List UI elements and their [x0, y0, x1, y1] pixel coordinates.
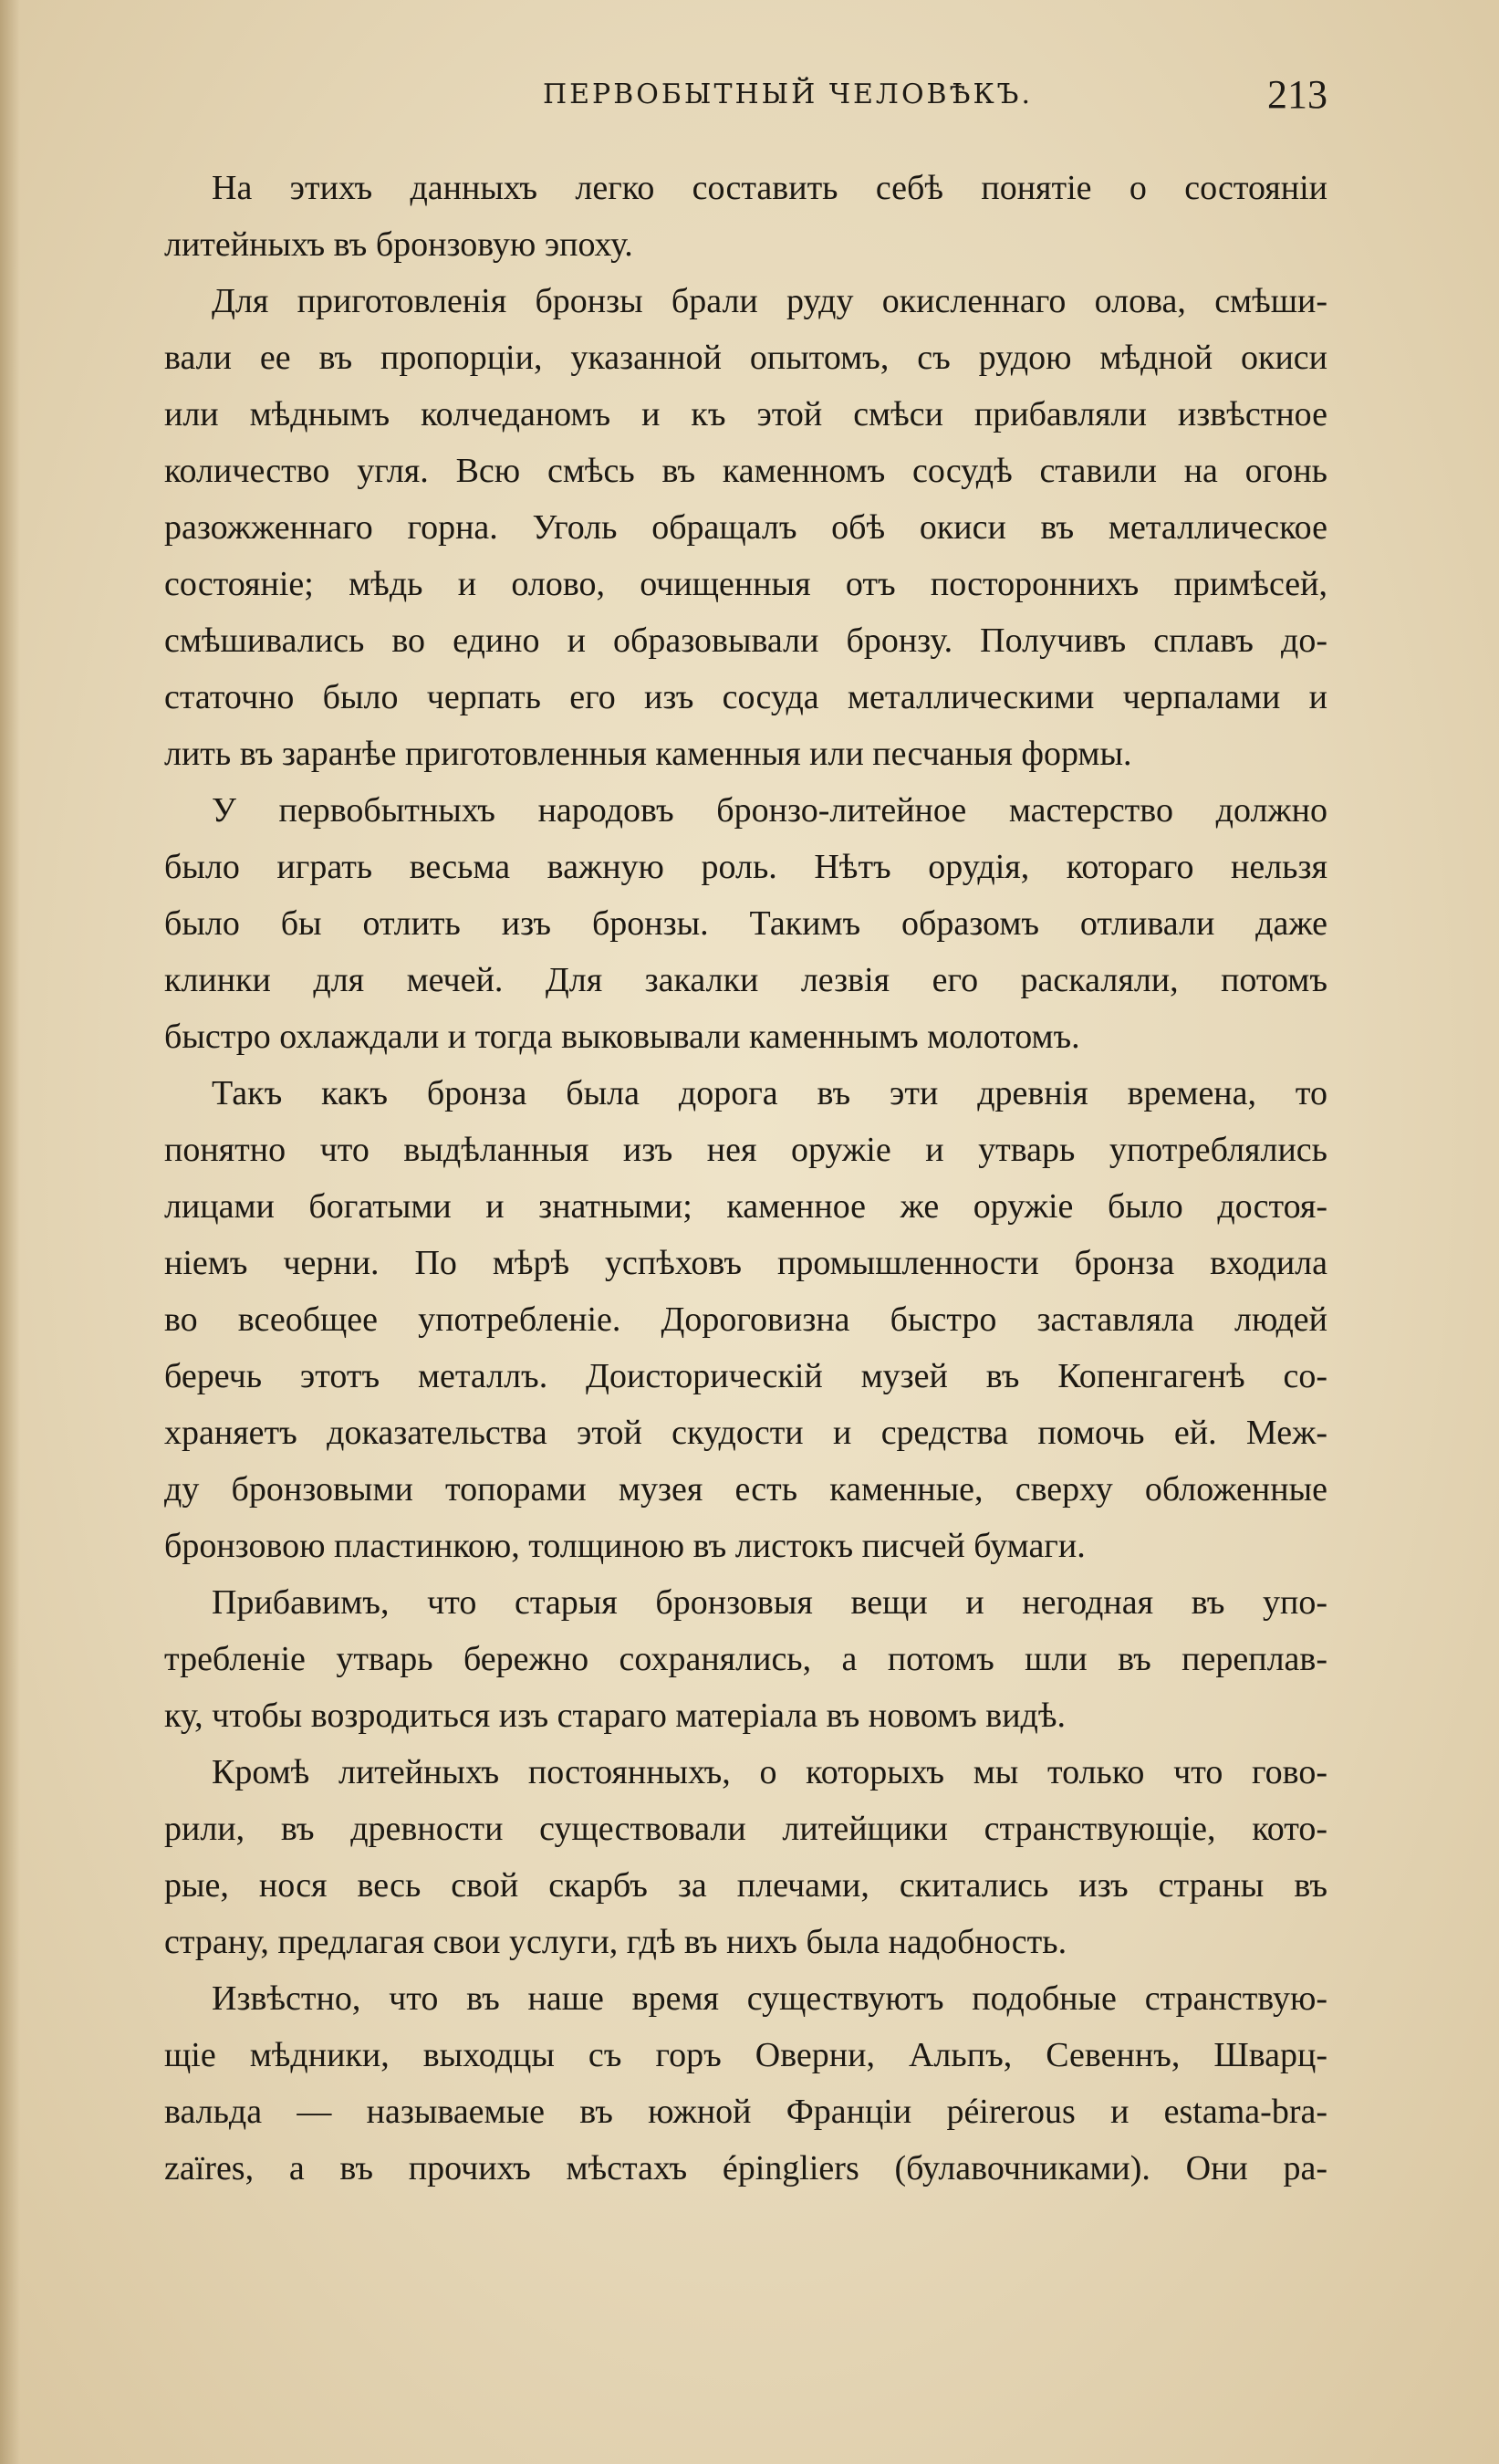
paragraph	[164, 1744, 1327, 1970]
text-line: рили, въ древности существовали литейщики странствующіе, кото-	[164, 1810, 1327, 1848]
text-line: во всеобщее употребленіе. Дороговизна быстро заставляла людей	[164, 1300, 1327, 1339]
paragraph	[164, 782, 1327, 1065]
text-line: вали ее въ пропорціи, указанной опытомъ, съ рудою мѣдной окиси	[164, 339, 1327, 377]
text-line: рые, нося весь свой скарбъ за плечами, скитались изъ страны въ	[164, 1866, 1327, 1905]
text-line: Прибавимъ, что старыя бронзовыя вещи и негодная въ упо-	[212, 1583, 1327, 1622]
text-line: разожженнаго горна. Уголь обращалъ обѣ окиси въ металлическое	[164, 508, 1327, 547]
text-line: статочно было черпать его изъ сосуда металлическими черпалами и	[164, 678, 1327, 716]
running-title: ПЕРВОБЫТНЫЙ ЧЕЛОВѢКЪ.	[543, 78, 1034, 110]
text-line: понятно что выдѣланныя изъ нея оружіе и утварь употреблялись	[164, 1131, 1327, 1169]
paragraph	[164, 1065, 1327, 1574]
paragraph	[164, 1574, 1327, 1744]
text-line: Извѣстно, что въ наше время существуютъ подобные странствую-	[212, 1979, 1327, 2018]
text-line: лицами богатыми и знатными; каменное же оружіе было достоя-	[164, 1187, 1327, 1226]
text-line: щіе мѣдники, выходцы съ горъ Оверни, Альпъ, Севеннъ, Шварц-	[164, 2036, 1327, 2074]
text-line: ку, чтобы возродиться изъ стараго матеріала въ новомъ видѣ.	[164, 1697, 1067, 1735]
body-text	[164, 160, 1327, 2197]
text-line: состояніе; мѣдь и олово, очищенныя отъ постороннихъ примѣсей,	[164, 565, 1327, 603]
text-line: У первобытныхъ народовъ бронзо-литейное мастерство должно	[212, 791, 1327, 830]
text-line: было играть весьма важную роль. Нѣтъ орудія, котораго нельзя	[164, 848, 1327, 886]
text-line: храняетъ доказательства этой скудости и средства помочь ей. Меж-	[164, 1414, 1327, 1452]
text-line: zaïres, а въ прочихъ мѣстахъ épingliers (булавочниками). Они ра-	[164, 2149, 1327, 2187]
running-header	[164, 71, 1327, 126]
text-line: было бы отлить изъ бронзы. Такимъ образомъ отливали даже	[164, 904, 1327, 943]
text-line: вальда — называемые въ южной Франціи péirerous и estama-bra-	[164, 2093, 1327, 2131]
text-line: На этихъ данныхъ легко составить себѣ понятіе о состояніи	[212, 169, 1327, 207]
text-line: страну, предлагая свои услуги, гдѣ въ нихъ была надобность.	[164, 1923, 1067, 1961]
paragraph	[164, 1970, 1327, 2197]
page-number: 213	[1267, 72, 1327, 117]
text-line: Для приготовленія бронзы брали руду окисленнаго олова, смѣши-	[212, 282, 1327, 320]
text-line: количество угля. Всю смѣсь въ каменномъ сосудѣ ставили на огонь	[164, 452, 1327, 490]
text-line: литейныхъ въ бронзовую эпоху.	[164, 225, 633, 264]
text-line: или мѣднымъ колчеданомъ и къ этой смѣси прибавляли извѣстное	[164, 395, 1327, 433]
text-line: смѣшивались во едино и образовывали бронзу. Получивъ сплавъ до-	[164, 621, 1327, 660]
text-line: бронзовою пластинкою, толщиною въ листокъ писчей бумаги.	[164, 1527, 1086, 1565]
text-line: ду бронзовыми топорами музея есть каменные, сверху обложенные	[164, 1470, 1327, 1509]
text-line: Такъ какъ бронза была дорога въ эти древнія времена, то	[212, 1074, 1327, 1112]
text-line: лить въ заранѣе приготовленныя каменныя или песчаныя формы.	[164, 735, 1132, 773]
text-line: быстро охлаждали и тогда выковывали каменнымъ молотомъ.	[164, 1018, 1080, 1056]
text-line: беречь этотъ металлъ. Доисторическій музей въ Копенгагенѣ со-	[164, 1357, 1327, 1395]
text-line: Кромѣ литейныхъ постоянныхъ, о которыхъ мы только что гово-	[212, 1753, 1327, 1791]
paragraph	[164, 160, 1327, 273]
binding-shadow	[0, 0, 20, 2464]
text-line: требленіе утварь бережно сохранялись, а потомъ шли въ переплав-	[164, 1640, 1327, 1678]
paragraph	[164, 273, 1327, 782]
text-line: клинки для мечей. Для закалки лезвія его раскаляли, потомъ	[164, 961, 1327, 999]
text-line: ніемъ черни. По мѣрѣ успѣховъ промышленности бронза входила	[164, 1244, 1327, 1282]
